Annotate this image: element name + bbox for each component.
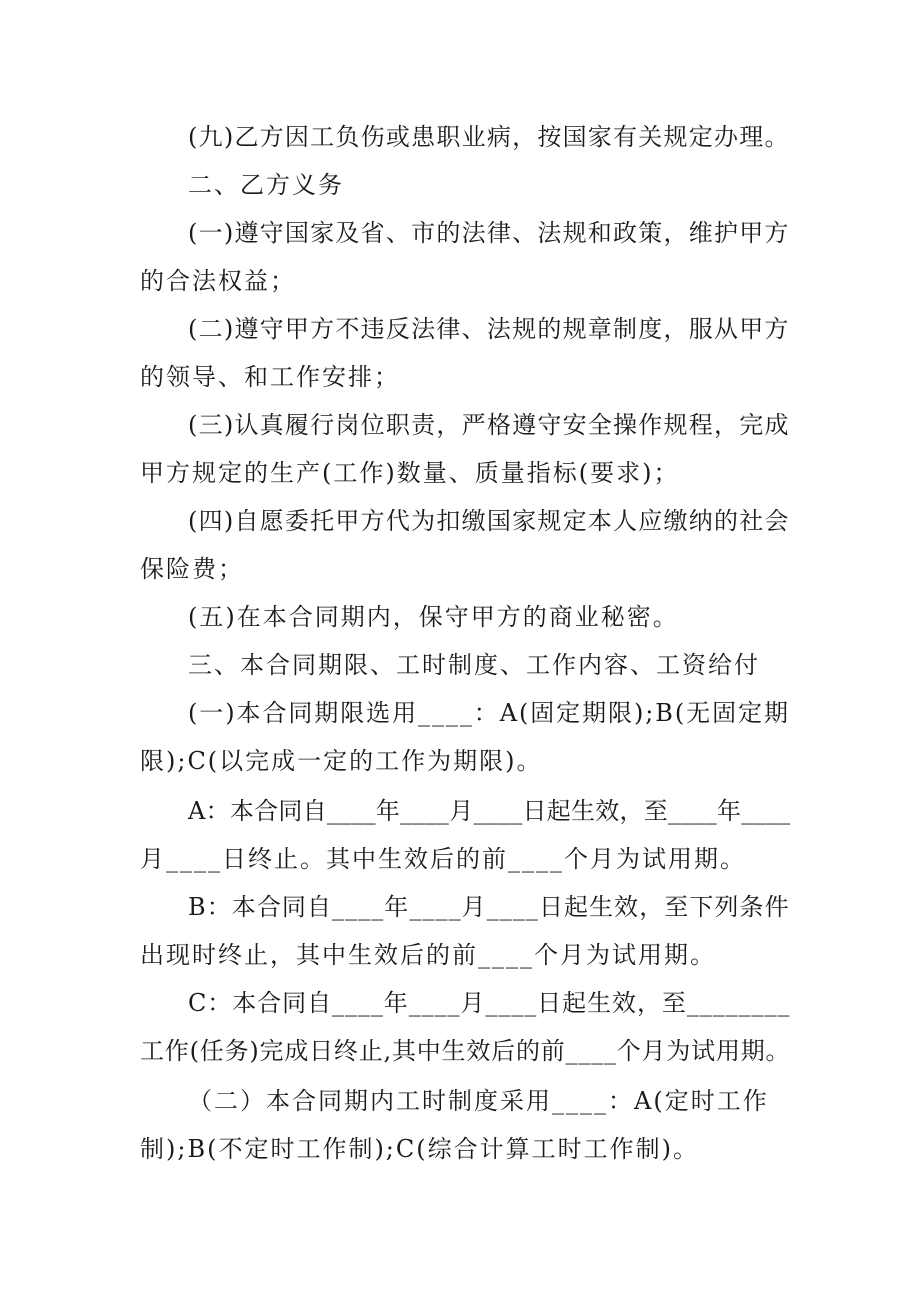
section-3-heading: 三、本合同期限、工时制度、工作内容、工资给付 xyxy=(188,651,760,679)
duty-4-line-2: 保险费； xyxy=(140,555,244,583)
clause-9-text: (九)乙方因工负伤或患职业病，按国家有关规定办理。 xyxy=(188,123,790,151)
duty-3-line-2: 甲方规定的生产(工作)数量、质量指标(要求)； xyxy=(140,459,680,487)
option-b-line-1: B：本合同自____年____月____日起生效，至下列条件 xyxy=(188,893,790,921)
option-c-line-1: C：本合同自____年____月____日起生效，至________ xyxy=(188,989,791,1017)
work-hours-line-1: （二）本合同期内工时制度采用____：A(定时工作 xyxy=(188,1087,769,1115)
section-2-heading: 二、乙方义务 xyxy=(188,171,344,199)
duty-2-line-1: (二)遵守甲方不违反法律、法规的规章制度，服从甲方 xyxy=(188,315,790,343)
term-1-line-1: (一)本合同期限选用____：A(固定期限);B(无固定期 xyxy=(188,699,790,727)
term-1-line-2: 限);C(以完成一定的工作为期限)。 xyxy=(140,747,543,775)
duty-2-line-2: 的领导、和工作安排； xyxy=(140,363,400,391)
option-a-line-1: A：本合同自____年____月____日起生效，至____年____ xyxy=(188,797,791,825)
duty-5-text: (五)在本合同期内，保守甲方的商业秘密。 xyxy=(188,603,679,631)
duty-1-line-1: (一)遵守国家及省、市的法律、法规和政策，维护甲方 xyxy=(188,219,790,247)
duty-3-line-1: (三)认真履行岗位职责，严格遵守安全操作规程，完成 xyxy=(188,411,790,439)
duty-1-line-2: 的合法权益； xyxy=(140,267,296,295)
option-c-line-2: 工作(任务)完成日终止,其中生效后的前____个月为试用期。 xyxy=(140,1037,791,1065)
duty-4-line-1: (四)自愿委托甲方代为扣缴国家规定本人应缴纳的社会 xyxy=(188,507,790,535)
work-hours-line-2: 制);B(不定时工作制);C(综合计算工时工作制)。 xyxy=(140,1135,699,1163)
option-b-line-2: 出现时终止，其中生效后的前____个月为试用期。 xyxy=(140,941,716,969)
option-a-line-2: 月____日终止。其中生效后的前____个月为试用期。 xyxy=(140,845,746,873)
